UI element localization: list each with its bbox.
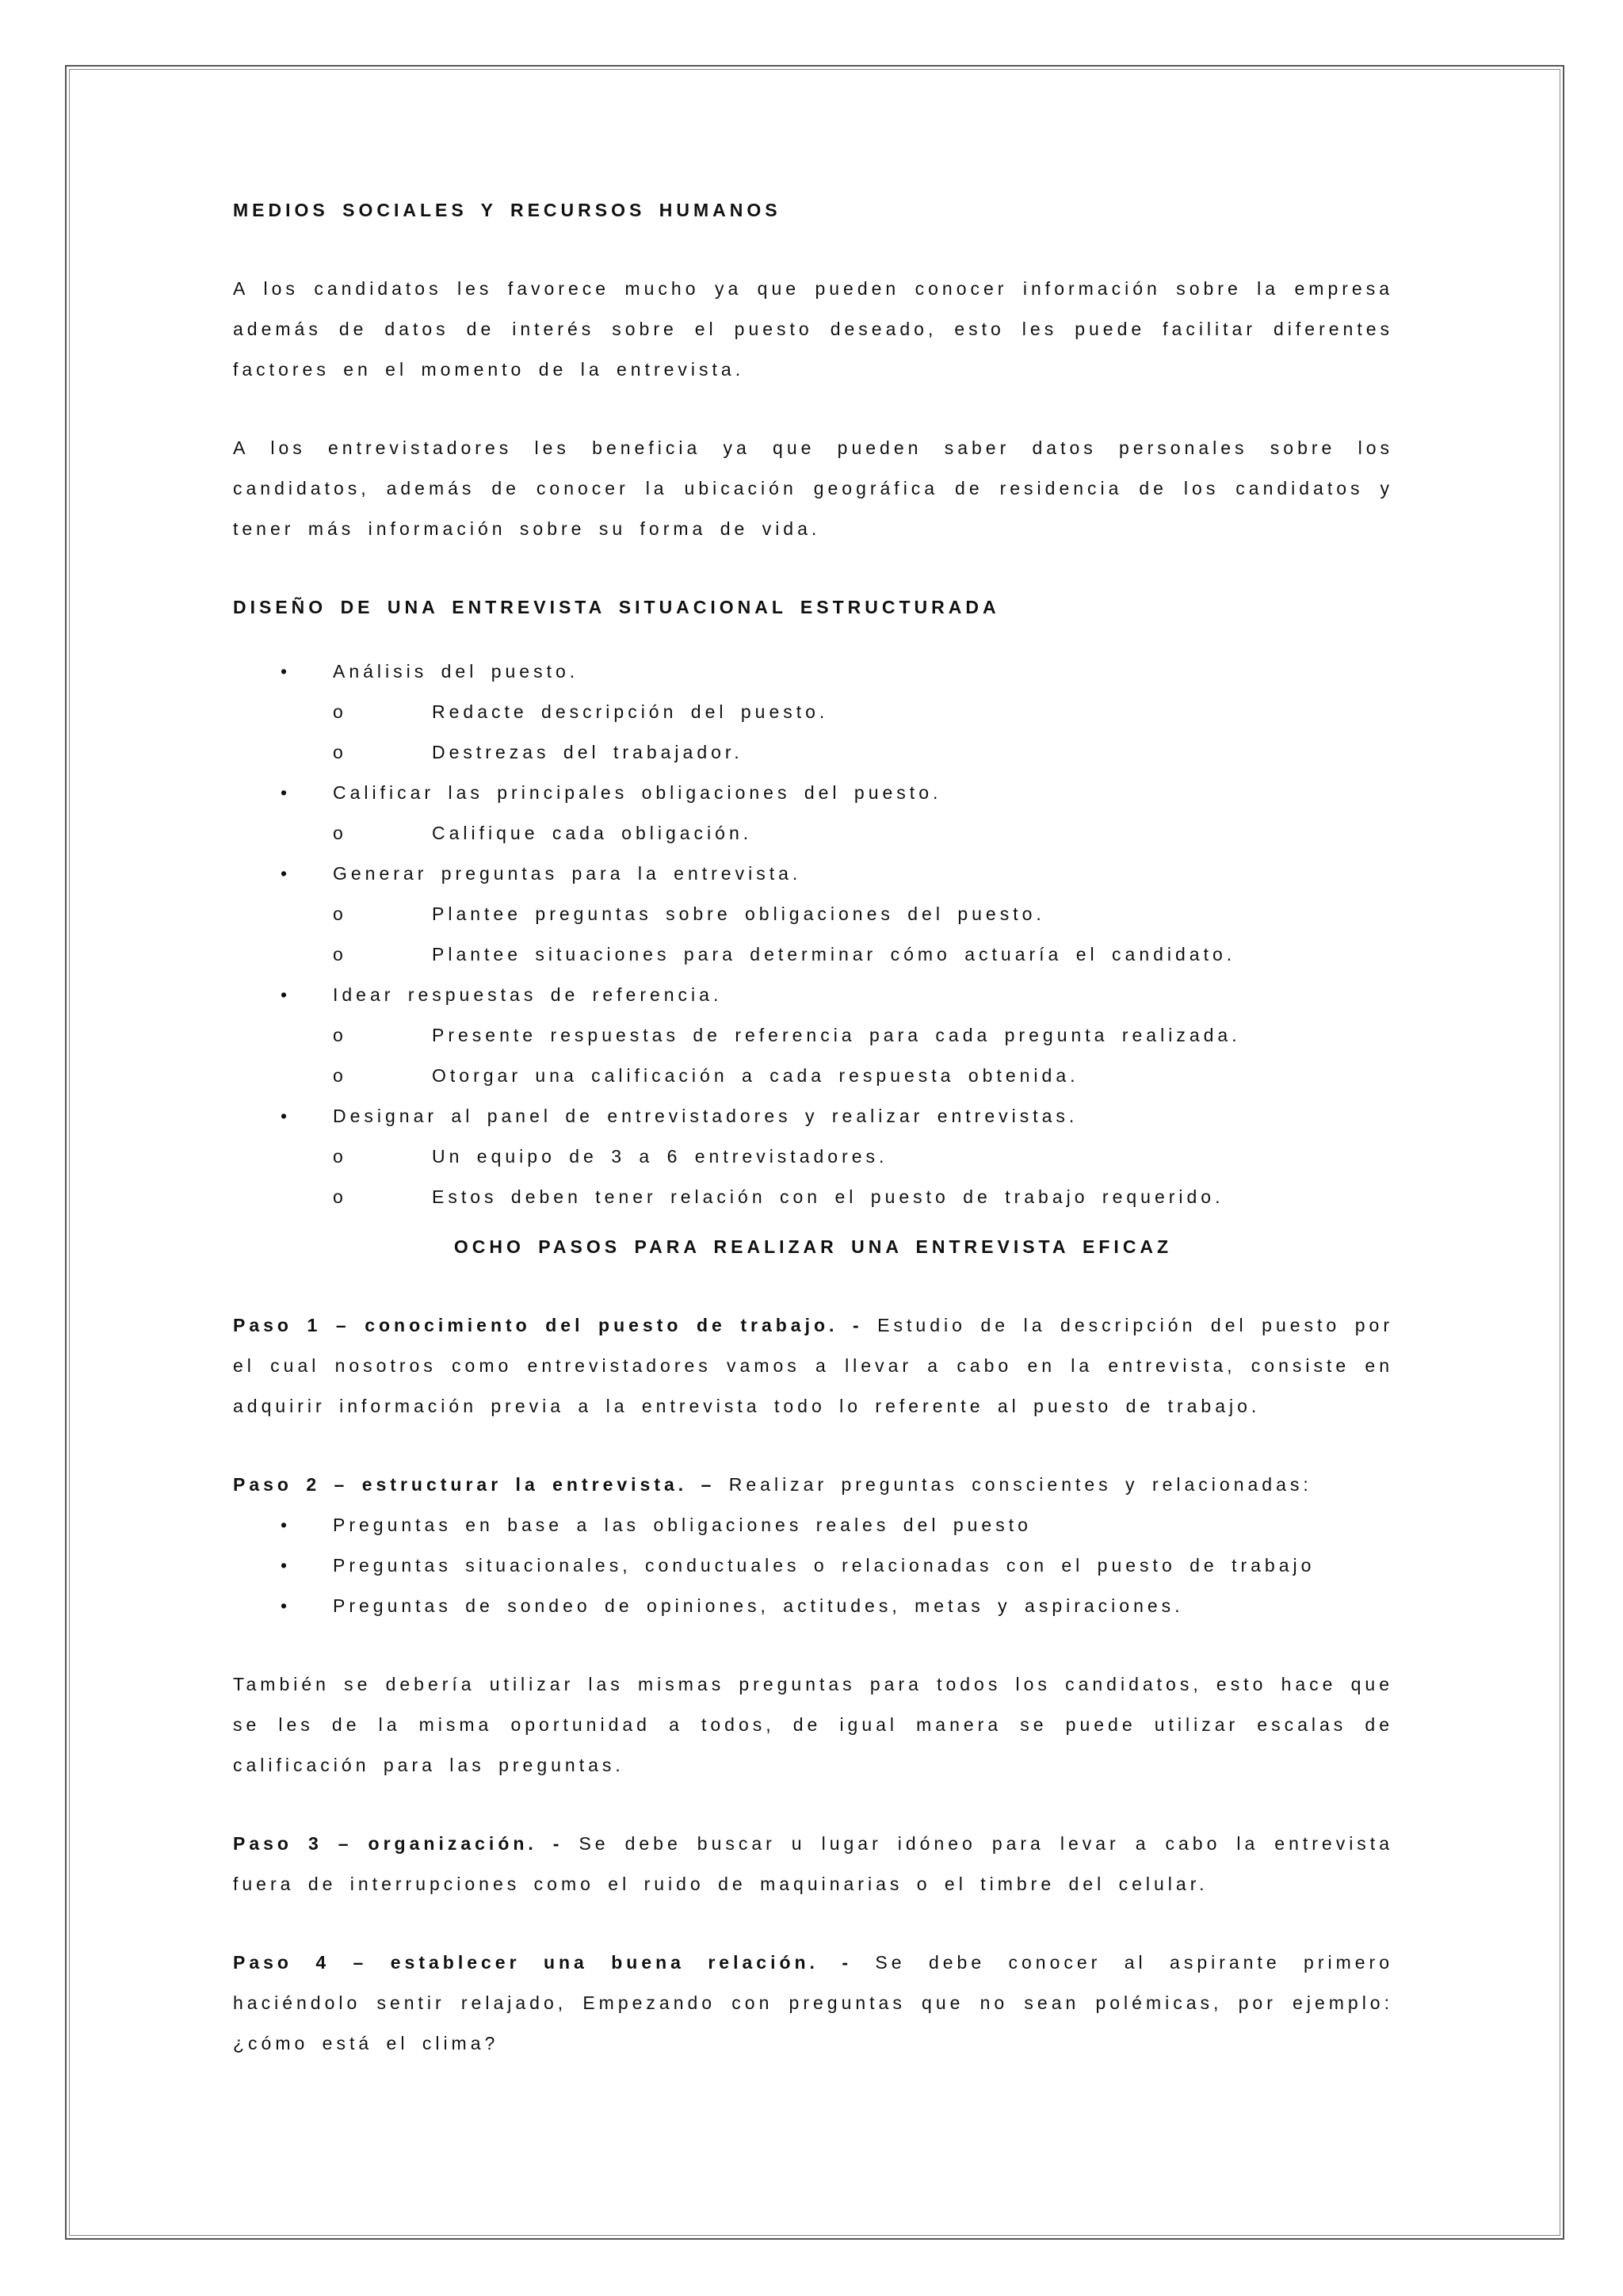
list-item <box>233 975 1393 1096</box>
list-item: • Preguntas de sondeo de opiniones, actitudes, metas y aspiraciones. <box>233 1586 1393 1626</box>
step-2-bullets <box>233 1505 1393 1626</box>
sub-list-item: o Destrezas del trabajador. <box>333 732 1393 773</box>
list-item <box>233 773 1393 854</box>
design-steps-list <box>233 651 1393 1217</box>
list-item <box>233 651 1393 773</box>
list-item-label: Designar al panel de entrevistadores y realizar entrevistas. <box>333 1106 1079 1126</box>
sub-list-item: o Presente respuestas de referencia para cada pregunta realizada. <box>333 1015 1393 1056</box>
step-3-text: Se debe buscar u lugar idóneo para levar a cabo la entrevista fuera de interrupciones como el ruido de maquinarias o el timbre del celular. <box>233 1833 1393 1894</box>
sub-list <box>333 1015 1393 1096</box>
sub-list <box>333 813 1393 854</box>
sub-list-item: o Redacte descripción del puesto. <box>333 692 1393 732</box>
list-item-label: Calificar las principales obligaciones del puesto. <box>333 782 942 803</box>
sub-list-item: o Un equipo de 3 a 6 entrevistadores. <box>333 1137 1393 1177</box>
list-item: • Preguntas en base a las obligaciones reales del puesto <box>233 1505 1393 1545</box>
list-item-label: Idear respuestas de referencia. <box>333 984 723 1005</box>
sub-list-item: o Estos deben tener relación con el puesto de trabajo requerido. <box>333 1177 1393 1217</box>
spacer <box>233 1626 1393 1664</box>
list-item: • Preguntas situacionales, conductuales o relacionadas con el puesto de trabajo <box>233 1545 1393 1586</box>
section-title-medios-sociales: MEDIOS SOCIALES Y RECURSOS HUMANOS <box>233 200 781 220</box>
document-body <box>233 190 1393 2102</box>
step-1-paragraph <box>233 1305 1393 1427</box>
paragraph-candidatos: A los candidatos les favorece mucho ya que pueden conocer información sobre la empresa además de datos de interés sobre el puesto deseado, esto les puede facilitar diferentes factores en el momento de la entrevista. <box>233 278 1393 380</box>
paragraph-tambien: También se debería utilizar las mismas preguntas para todos los candidatos, esto hace que se les de la misma oportunidad a todos, de igual manera se puede utilizar escalas de calificación para las preguntas. <box>233 1674 1393 1775</box>
list-item <box>233 1096 1393 1217</box>
paragraph-entrevistadores: A los entrevistadores les beneficia ya que pueden saber datos personales sobre los candidatos, además de conocer la ubicación geográfica de residencia de los candidatos y tener más información sobre su forma de vida. <box>233 437 1393 539</box>
step-2-text: Realizar preguntas conscientes y relacionadas: <box>715 1474 1312 1495</box>
section-title-diseno: DISEÑO DE UNA ENTREVISTA SITUACIONAL ESTRUCTURADA <box>233 597 1000 617</box>
sub-list-item: o Califique cada obligación. <box>333 813 1393 854</box>
step-4-paragraph <box>233 1943 1393 2064</box>
step-3-paragraph <box>233 1824 1393 1904</box>
sub-list <box>333 1137 1393 1217</box>
step-1-heading: Paso 1 – conocimiento del puesto de trabajo. - <box>233 1315 863 1335</box>
sub-list-item: o Plantee preguntas sobre obligaciones del puesto. <box>333 894 1393 934</box>
step-1-text: Estudio de la descripción del puesto por el cual nosotros como entrevistadores vamos a llevar a cabo en la entrevista, consiste en adquirir información previa a la entrevista todo lo referente al puesto de trabajo. <box>233 1315 1393 1416</box>
step-2-paragraph <box>233 1465 1393 1505</box>
sub-list <box>333 894 1393 975</box>
list-item-label: Generar preguntas para la entrevista. <box>333 863 802 884</box>
sub-list-item: o Otorgar una calificación a cada respuesta obtenida. <box>333 1056 1393 1096</box>
step-4-text: Se debe conocer al aspirante primero haciéndolo sentir relajado, Empezando con preguntas que no sean polémicas, por ejemplo: ¿cómo está el clima? <box>233 1952 1393 2053</box>
sub-list-item: o Plantee situaciones para determinar cómo actuaría el candidato. <box>333 934 1393 975</box>
list-item <box>233 854 1393 975</box>
section-title-ocho-pasos: OCHO PASOS PARA REALIZAR UNA ENTREVISTA EFICAZ <box>453 1236 1173 1257</box>
list-item-label: Análisis del puesto. <box>333 661 579 682</box>
sub-list <box>333 692 1393 773</box>
step-2-heading: Paso 2 – estructurar la entrevista. – <box>233 1474 716 1495</box>
step-3-heading: Paso 3 – organización. - <box>233 1833 563 1854</box>
step-4-heading: Paso 4 – establecer una buena relación. - <box>233 1952 853 1973</box>
